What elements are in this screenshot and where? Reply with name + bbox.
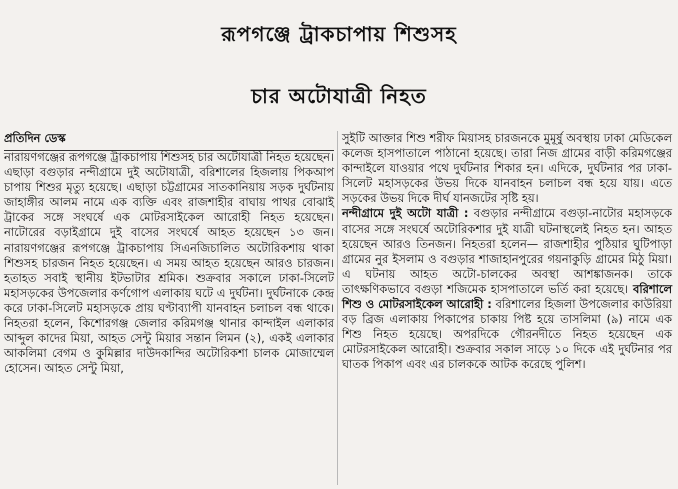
paragraph-text: বরিশালের হিজলা উপজেলার কাউরিয়া বড় ব্রিজ এলাকায় পিকাপের চাকায় পিষ্ট হয়ে তাসলিমা (৯) নামে এক শিশু নিহত হয়েছে। অপরদিকে গৌরনদীতে নিহত হয়েছেন এক মোটরসাইকেল আরোহী। শুক্রবার সকাল সাড়ে ১০ দিকে এই দুর্ঘটনার পর ঘাতক পিকাপ এবং এর চালককে আটক করেছে পুলিশ। [342, 297, 672, 372]
article-paragraph [342, 131, 672, 373]
article-column-left [4, 131, 334, 376]
article-column-right [342, 131, 672, 373]
dateline: প্রতিদিন ডেস্ক [4, 131, 66, 145]
subheading-nandigram: নন্দীগ্রামে দুই অটো যাত্রী : [342, 206, 469, 221]
article-paragraph: নারায়ণগঞ্জের রূপগঞ্জে ট্রাকচাপায় শিশুসহ চার অটোযাত্রী নিহত হয়েছেন। এছাড়া বগুড়ার নন্দীগ্রামে দুই অটোযাত্রী, বরিশালের হিজলায় পিকআপ চাপায় শিশুর মৃত্যু হয়েছে। এছাড়া চট্টগ্রামের সাতকানিয়ায় সড়ক দুর্ঘটনায় জাহাঙ্গীর আলম নামে এক ব্যক্তি এবং রাজশাহীর বাঘায় পাথর বোঝাই ট্রাকের সঙ্গে সংঘর্ষে এক মোটরসাইকেল আরোহী নিহত হয়েছেন। নাটোরের বড়াইগ্রামে দুই বাসের সংঘর্ষে আহত হয়েছেন ১৩ জন। নারায়ণগঞ্জের রূপগঞ্জে ট্রাকচাপায় সিএনজিচালিত অটোরিকশায় থাকা শিশুসহ চারজন নিহত হয়েছেন। এ সময় আহত হয়েছেন আরও চারজন। হতাহত সবাই স্থানীয় ইটভাটার শ্রমিক। শুক্রবার সকালে ঢাকা-সিলেট মহাসড়কের উপজেলার কর্ণগোপ এলাকায় ঘটে এ দুর্ঘটনা। দুর্ঘটনাকে কেন্দ্র করে ঢাকা-সিলেট মহাসড়কে প্রায় ঘণ্টাব্যাপী যানবাহন চলাচল বন্ধ থাকে। নিহতরা হলেন, কিশোরগঞ্জ জেলার করিমগঞ্জ থানার কান্দাইল এলাকার আব্দুল কাদের মিয়া, আহত সেন্টু মিয়ার সন্তান লিমন (২), একই এলাকার আকলিমা বেগম ও কুমিল্লার দাউদকান্দির অটোরিকশা চালক মোজাম্মেল হোসেন। আহত সেন্টু মিয়া, [4, 150, 334, 376]
headline [0, 0, 678, 128]
paragraph-text: বগুড়ার নন্দীগ্রামে বগুড়া-নাটোর মহাসড়কে বাসের সঙ্গে সংঘর্ষে অটোরিকশার দুই যাত্রী ঘটনাস্থলেই নিহত হন। আহত হয়েছেন আরও তিনজন। নিহতরা হলেন— রাজশাহীর পুঠিয়ার ঘুটিপাড়া গ্রামের নুর ইসলাম ও বগুড়ার শাজাহানপুরের গয়নাকুড়ি গ্রামের মিঠু মিয়া। এ ঘটনায় আহত অটো-চালকের অবস্থা আশঙ্কাজনক। তাকে তাৎক্ষণিকভাবে বগুড়া শজিমেক হাসপাতালে ভর্তি করা হয়েছে। [342, 206, 672, 296]
dateline-rule [4, 150, 334, 151]
subheading-barishal: বরিশালে শিশু ও মোটরসাইকেল আরোহী : [342, 281, 672, 312]
column-divider [337, 131, 338, 485]
headline-line-1: রূপগঞ্জে ট্রাকচাপায় শিশুসহ [221, 22, 457, 46]
paragraph-text: সুইটি আক্তার শিশু শরীফ মিয়াসহ চারজনকে মুমূর্ষু অবস্থায় ঢাকা মেডিকেল কলেজ হাসপাতালে পাঠানো হয়েছে। তারা নিজ গ্রামের বাড়ী করিমগঞ্জের কান্দাইলে যাওয়ার পথে দুর্ঘটনার শিকার হন। এদিকে, দুর্ঘটনার পর ঢাকা-সিলেট মহাসড়কের উভয় দিকে যানবাহন চলাচল বন্ধ হয়ে যায়। এতে সড়কের উভয় দিকে দীর্ঘ যানজটের সৃষ্টি হয়। [342, 131, 672, 206]
headline-line-2: চার অটোযাত্রী নিহত [251, 84, 427, 108]
